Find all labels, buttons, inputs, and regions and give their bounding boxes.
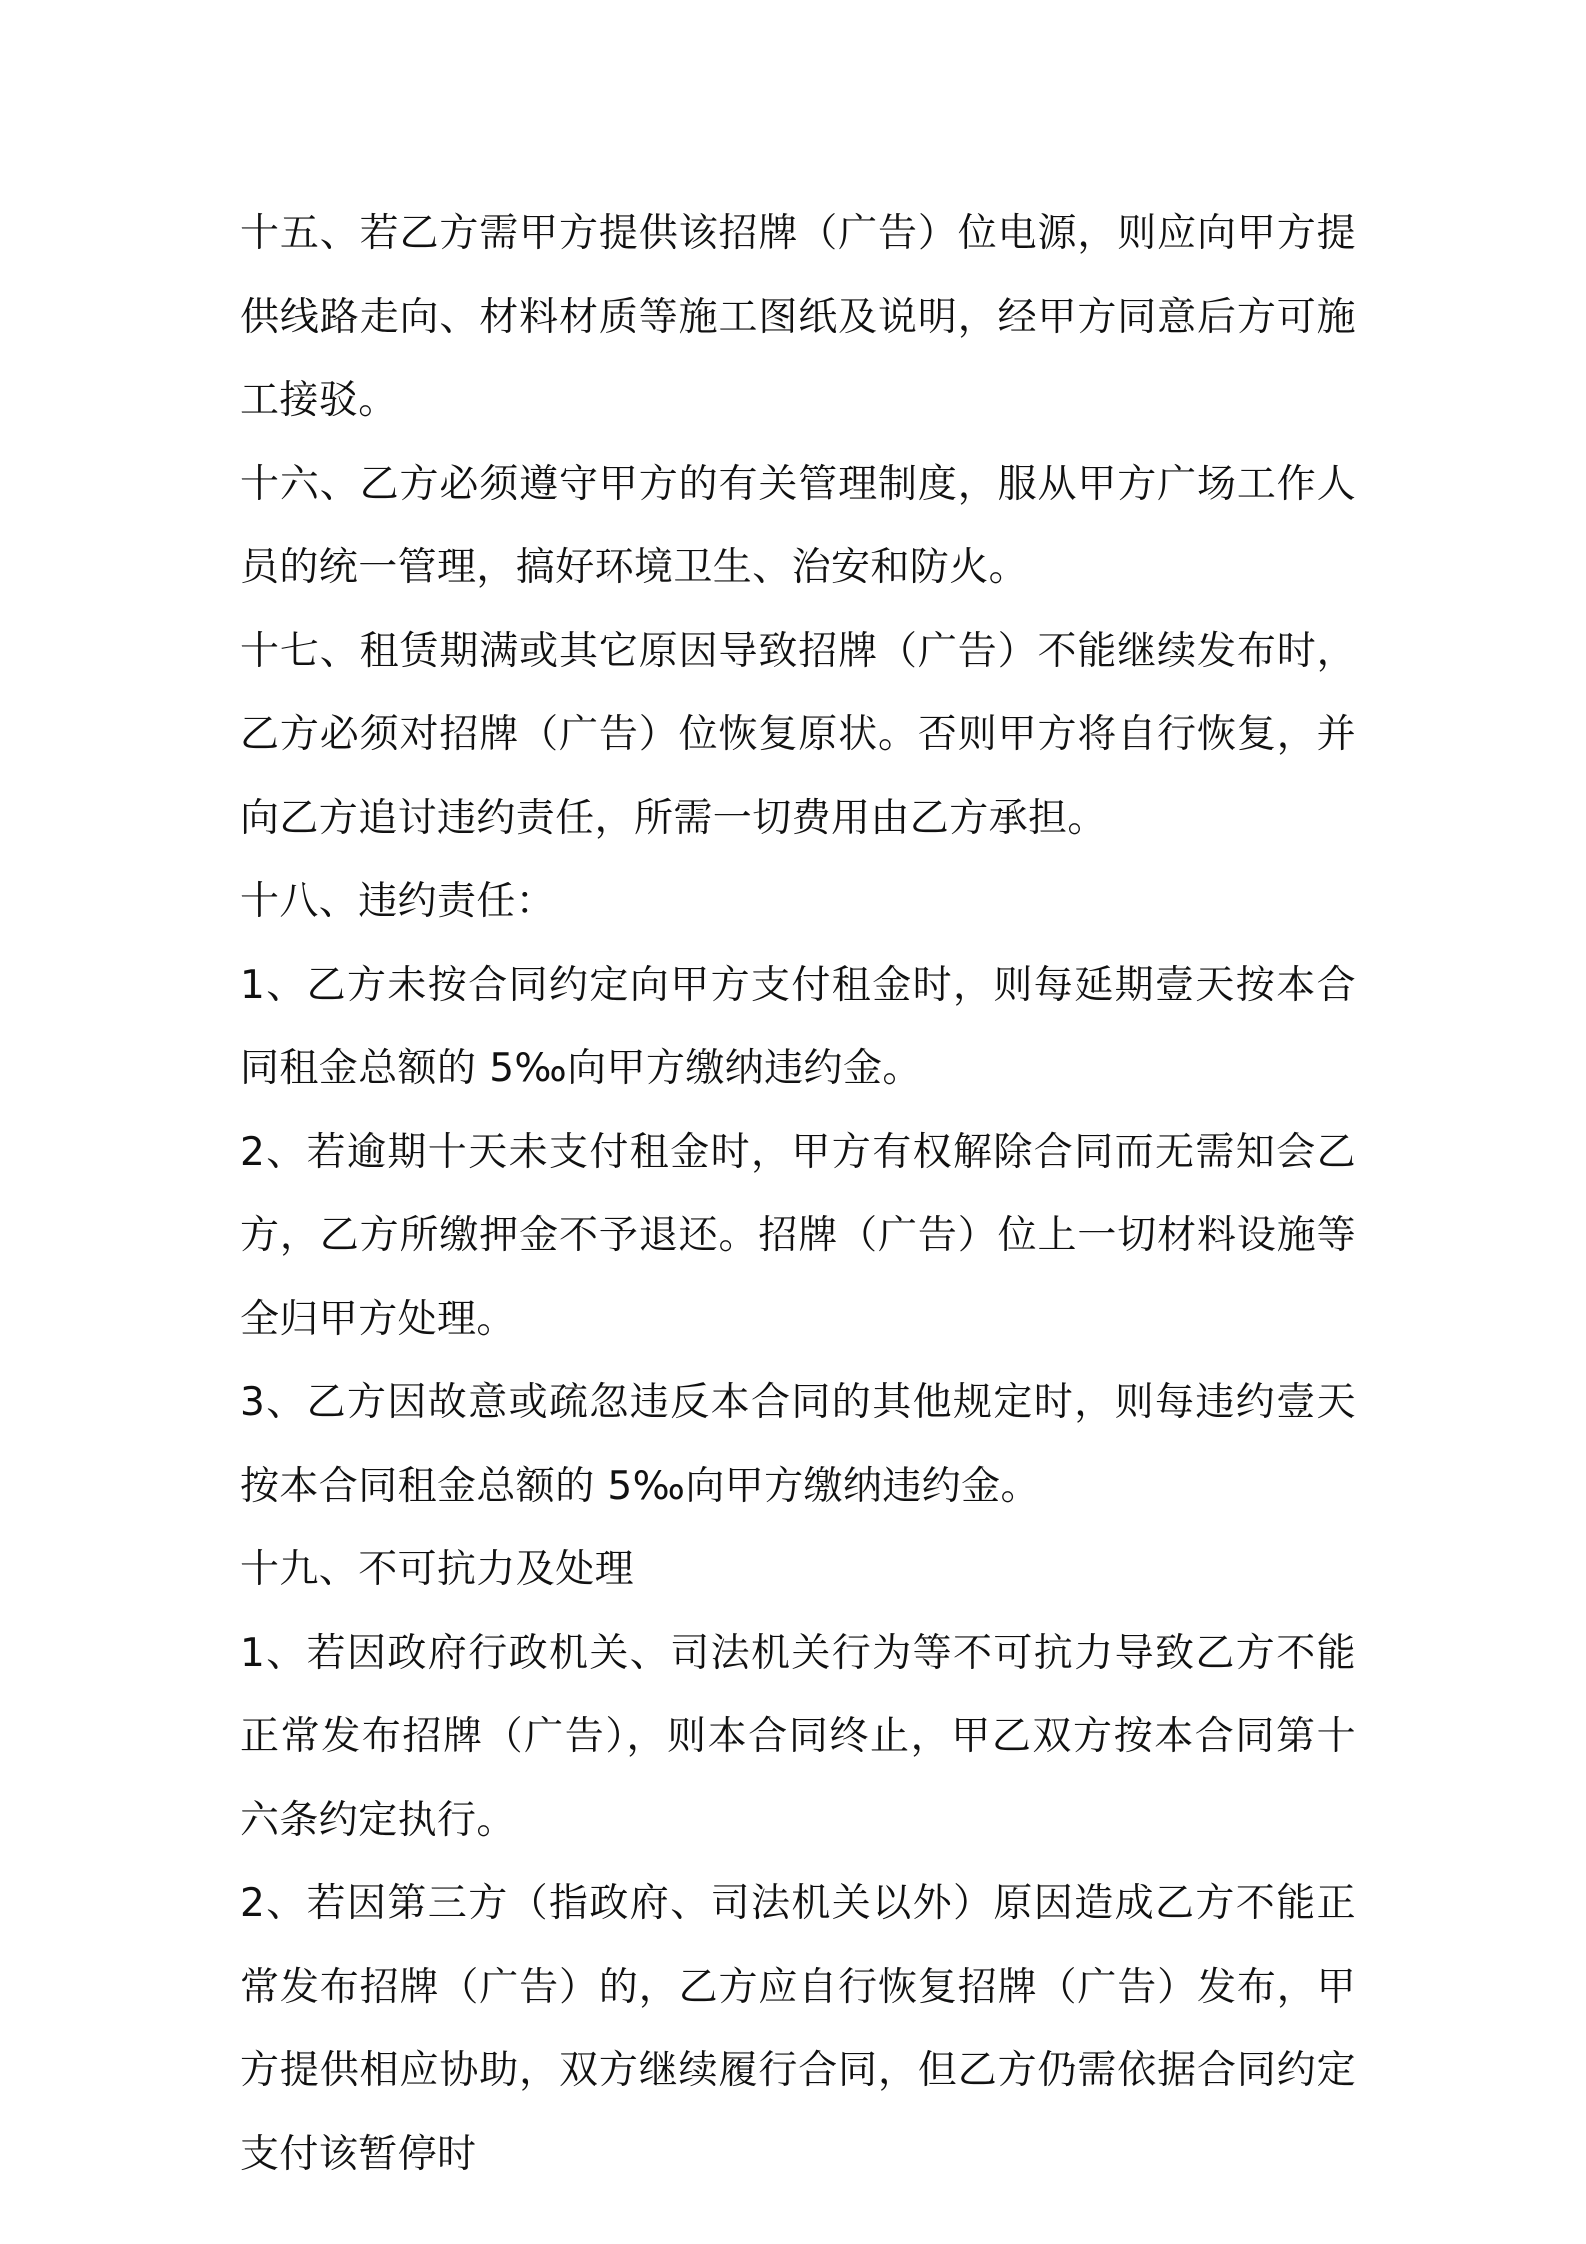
clause-16: 十六、乙方必须遵守甲方的有关管理制度，服从甲方广场工作人员的统一管理，搞好环境卫生、治安和防火。 (240, 461, 1356, 590)
clause-18-item-3: 3、乙方因故意或疏忽违反本合同的其他规定时，则每违约壹天按本合同租金总额的 5‰向甲方缴纳违约金。 (240, 1380, 1356, 1509)
document-body (240, 192, 1356, 2196)
clause-17: 十七、租赁期满或其它原因导致招牌（广告）不能继续发布时，乙方必须对招牌（广告）位恢复原状。否则甲方将自行恢复，并向乙方追讨违约责任，所需一切费用由乙方承担。 (240, 628, 1356, 841)
clause-19-heading: 十九、不可抗力及处理 (240, 1547, 635, 1592)
clause-19-item-2: 2、若因第三方（指政府、司法机关以外）原因造成乙方不能正常发布招牌（广告）的，乙方应自行恢复招牌（广告）发布，甲方提供相应协助，双方继续履行合同，但乙方仍需依据合同约定支付该暂停时 (240, 1881, 1356, 2177)
clause-18-item-1: 1、乙方未按合同约定向甲方支付租金时，则每延期壹天按本合同租金总额的 5‰向甲方缴纳违约金。 (240, 962, 1356, 1091)
clause-18-item-2: 2、若逾期十天未支付租金时，甲方有权解除合同而无需知会乙方，乙方所缴押金不予退还。招牌（广告）位上一切材料设施等全归甲方处理。 (240, 1129, 1356, 1342)
clause-15: 十五、若乙方需甲方提供该招牌（广告）位电源，则应向甲方提供线路走向、材料材质等施工图纸及说明，经甲方同意后方可施工接驳。 (240, 211, 1356, 423)
clause-19-item-1: 1、若因政府行政机关、司法机关行为等不可抗力导致乙方不能正常发布招牌（广告），则本合同终止，甲乙双方按本合同第十六条约定执行。 (240, 1630, 1356, 1843)
clause-18-heading: 十八、违约责任： (240, 879, 556, 924)
